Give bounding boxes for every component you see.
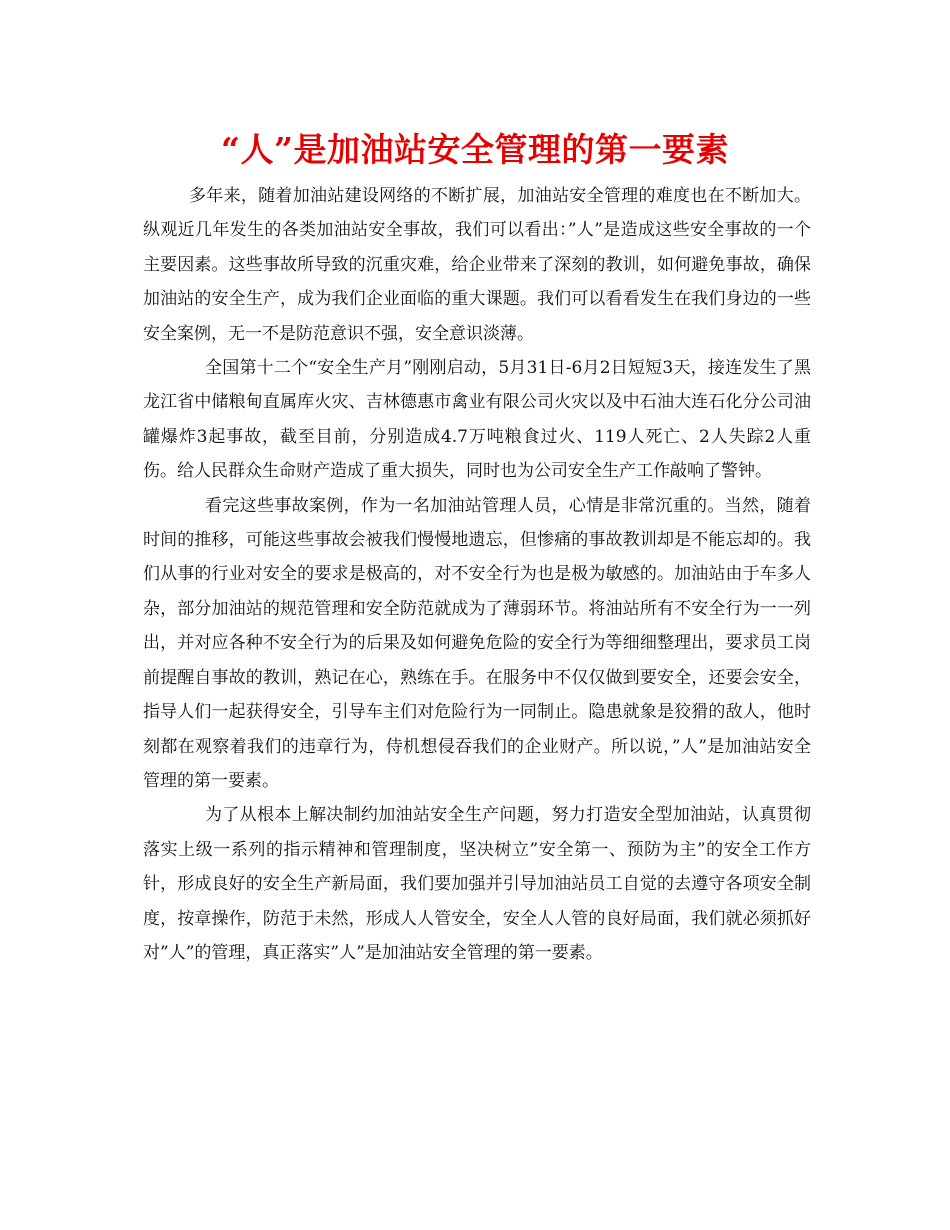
- paragraph-3: 看完这些事故案例，作为一名加油站管理人员，心情是非常沉重的。当然，随着时间的推移，可能这些事故会被我们慢慢地遗忘，但惨痛的事故教训却是不能忘却的。我们从事的行业对安全的要求是极高的，对不安全行为也是极为敏感的。加油站由于车多人杂，部分加油站的规范管理和安全防范就成为了薄弱环节。将油站所有不安全行为一一列出，并对应各种不安全行为的后果及如何避免危险的安全行为等细细整理出，要求员工岗前提醒自事故的教训，熟记在心，熟练在手。在服务中不仅仅做到要安全，还要会安全，指导人们一起获得安全，引导车主们对危险行为一同制止。隐患就象是狡猾的敌人，他时刻都在观察着我们的违章行为，侍机想侵吞我们的企业财产。所以说，”人”是加油站安全管理的第一要素。: [143, 495, 811, 791]
- paragraph-2: 全国第十二个“安全生产月”刚刚启动，5月31日-6月2日短短3天，接连发生了黑龙江省中储粮甸直属库火灾、吉林德惠市禽业有限公司火灾以及中石油大连石化分公司油罐爆炸3起事故，截至目前，分别造成4.7万吨粮食过火、119人死亡、2人失踪2人重伤。给人民群众生命财产造成了重大损失，同时也为公司安全生产工作敲响了警钟。: [143, 358, 811, 482]
- paragraph-4: 为了从根本上解决制约加油站安全生产问题，努力打造安全型加油站，认真贯彻落实上级一系列的指示精神和管理制度，坚决树立”安全第一、预防为主”的安全工作方针，形成良好的安全生产新局面，我们要加强并引导加油站员工自觉的去遵守各项安全制度，按章操作，防范于未然，形成人人管安全，安全人人管的良好局面，我们就必须抓好对”人”的管理，真正落实”人”是加油站安全管理的第一要素。: [143, 805, 811, 963]
- paragraph-1: 多年来，随着加油站建设网络的不断扩展，加油站安全管理的难度也在不断加大。纵观近几年发生的各类加油站安全事故，我们可以看出：”人”是造成这些安全事故的一个主要因素。这些事故所导致的沉重灾难，给企业带来了深刻的教训，如何避免事故，确保加油站的安全生产，成为我们企业面临的重大课题。我们可以看看发生在我们身边的一些安全案例，无一不是防范意识不强，安全意识淡薄。: [143, 186, 811, 344]
- document-title: “人”是加油站安全管理的第一要素: [221, 130, 729, 169]
- document-body: [143, 179, 811, 970]
